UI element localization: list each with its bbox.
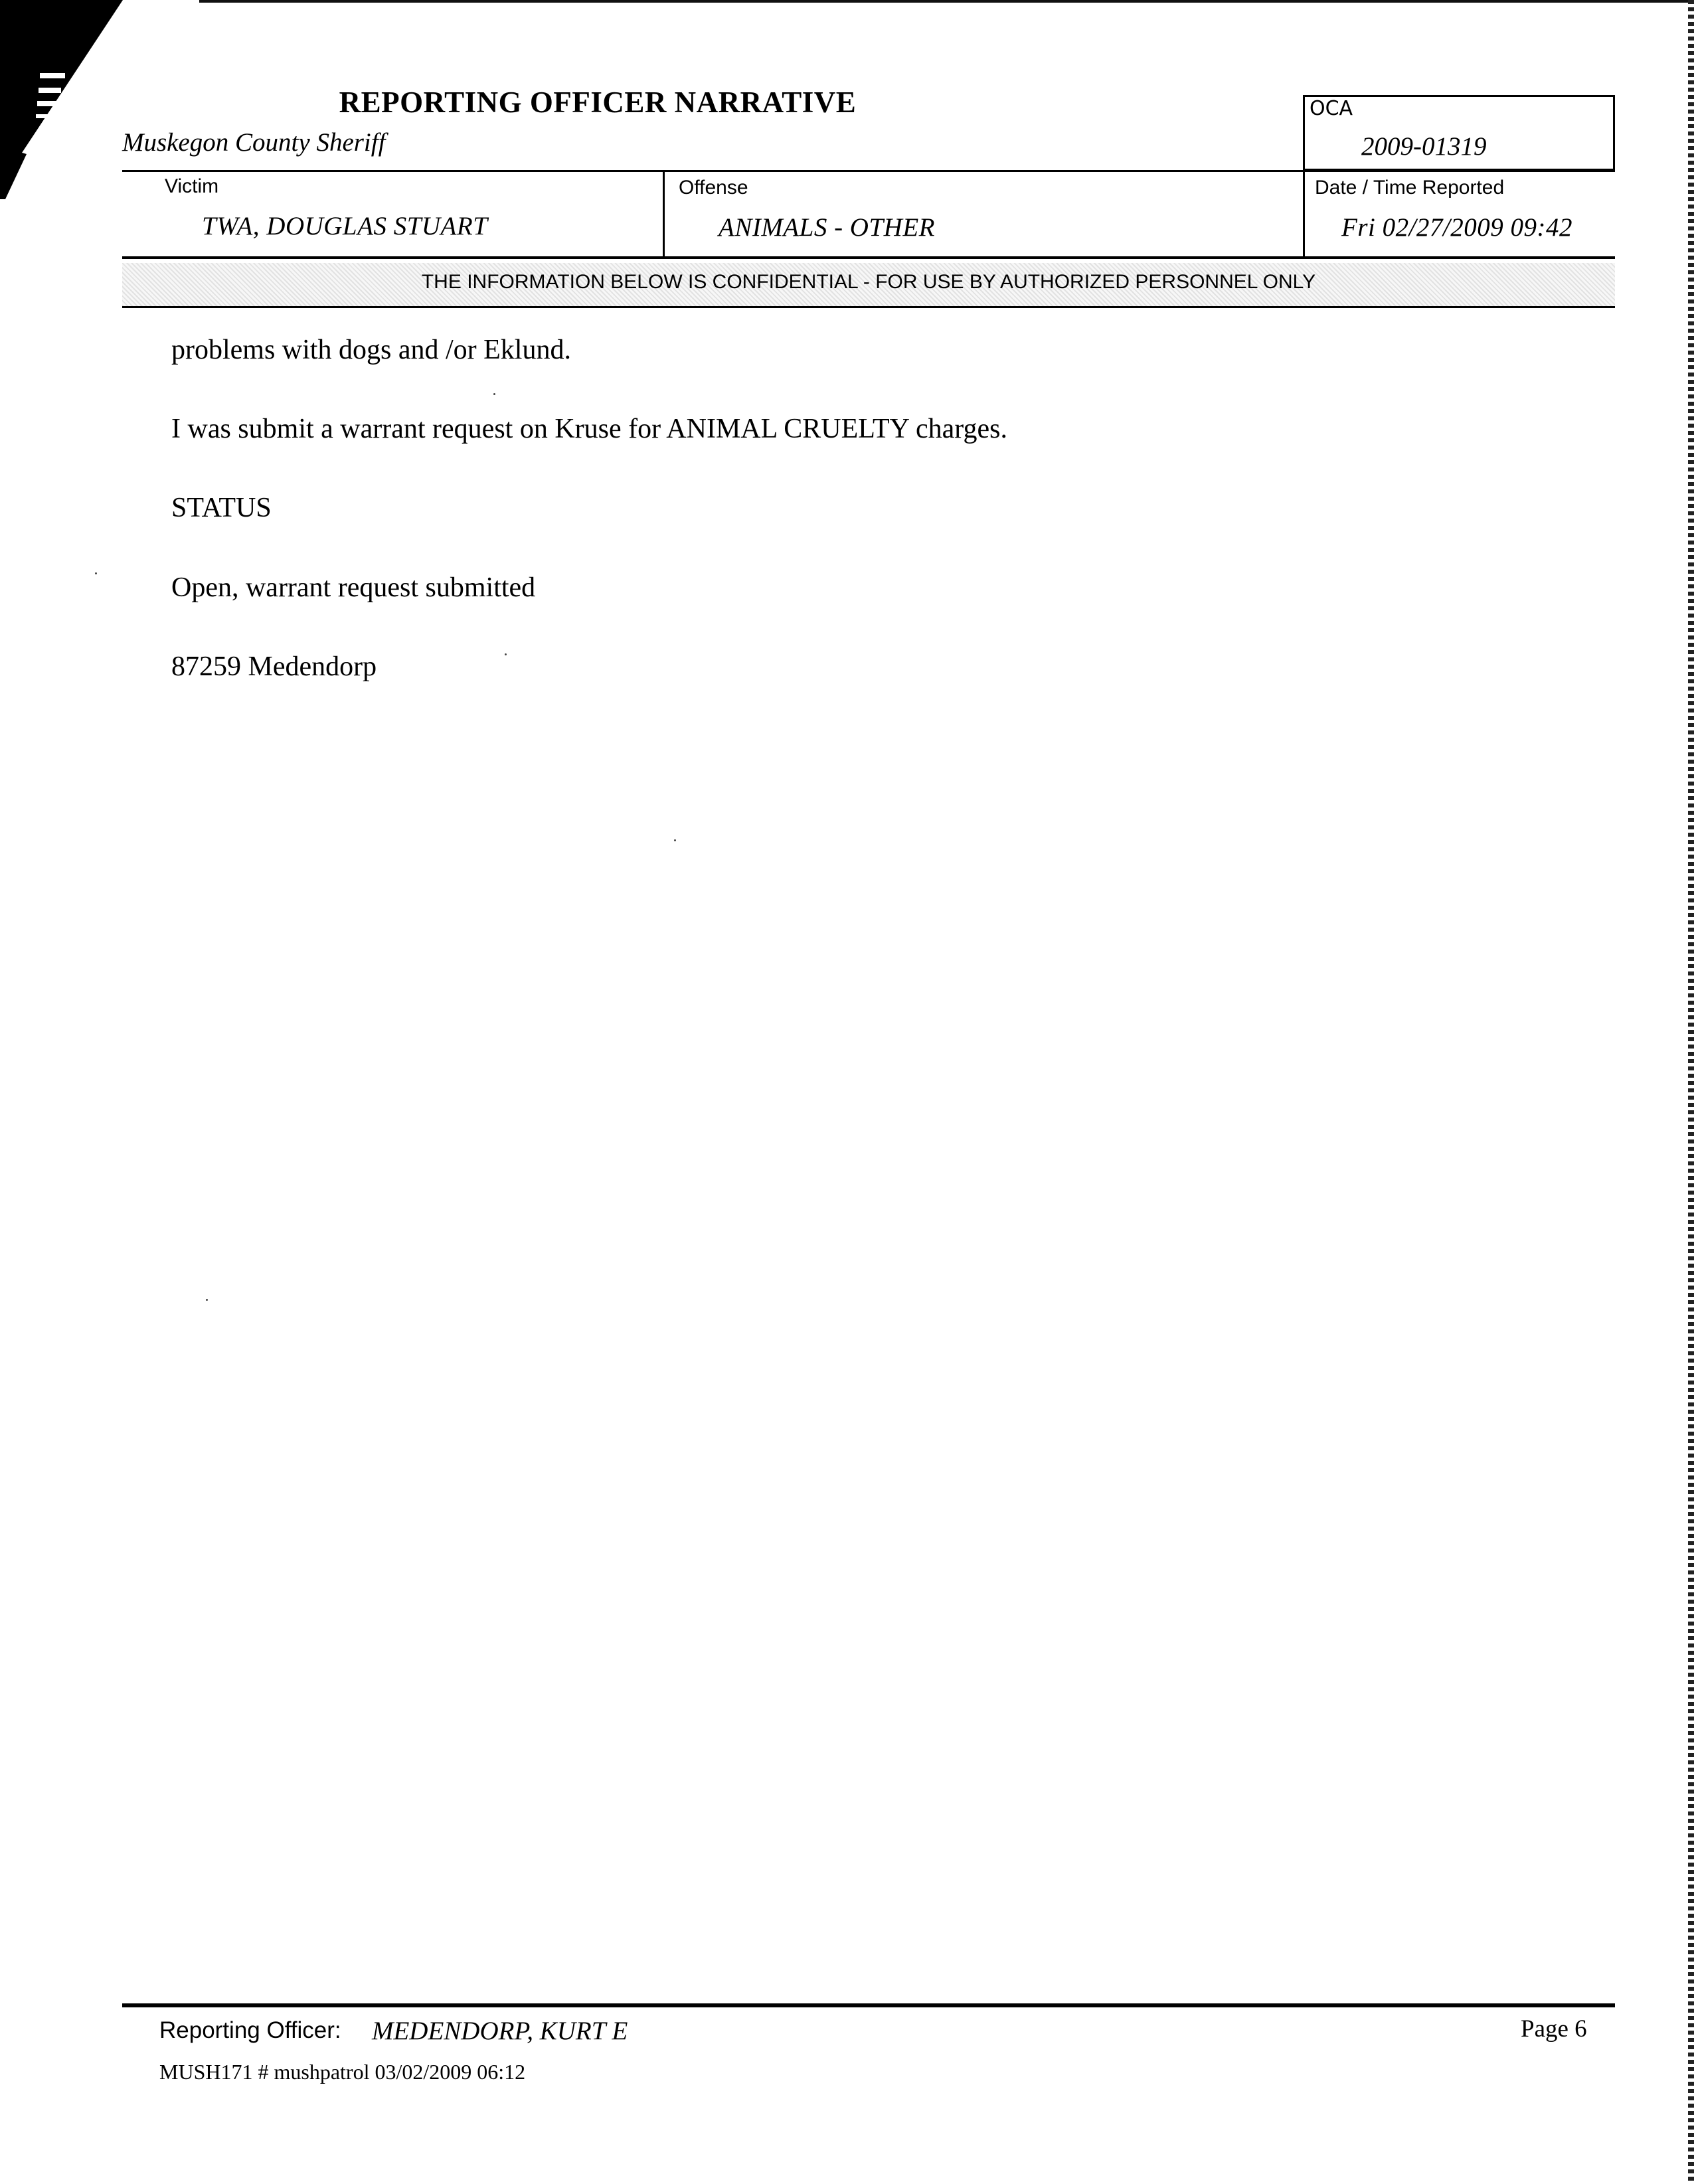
narrative-paragraph: I was submit a warrant request on Kruse for ANIMAL CRUELTY charges.	[171, 414, 1007, 444]
offense-label: Offense	[679, 177, 748, 199]
reported-label: Date / Time Reported	[1315, 177, 1505, 199]
scan-speck	[493, 393, 495, 395]
status-heading: STATUS	[171, 493, 272, 523]
confidential-notice: THE INFORMATION BELOW IS CONFIDENTIAL - FOR USE BY AUTHORIZED PERSONNEL ONLY	[421, 271, 1316, 293]
column-divider	[1303, 170, 1305, 259]
officer-signature-line: 87259 Medendorp	[171, 651, 377, 682]
oca-label: OCA	[1310, 97, 1353, 120]
scan-speck	[95, 572, 97, 574]
offense-value: ANIMALS - OTHER	[719, 213, 935, 242]
scan-speck	[206, 1299, 208, 1301]
page-number: Page 6	[1521, 2015, 1587, 2043]
footer-rule	[122, 2003, 1615, 2007]
agency-name: Muskegon County Sheriff	[122, 128, 386, 157]
victim-label: Victim	[165, 175, 219, 197]
column-divider	[663, 170, 665, 259]
system-stamp: MUSH171 # mushpatrol 03/02/2009 06:12	[159, 2060, 526, 2084]
narrative-paragraph: problems with dogs and /or Eklund.	[171, 335, 571, 365]
status-value: Open, warrant request submitted	[171, 572, 536, 603]
reporting-officer-name: MEDENDORP, KURT E	[372, 2017, 628, 2045]
scan-speck	[505, 653, 507, 655]
scan-top-edge	[199, 0, 1694, 3]
victim-value: TWA, DOUGLAS STUART	[202, 212, 488, 240]
scan-speck	[674, 839, 676, 841]
oca-value: 2009-01319	[1361, 132, 1487, 161]
reporting-officer-label: Reporting Officer:	[159, 2017, 341, 2043]
document-title: REPORTING OFFICER NARRATIVE	[339, 86, 857, 119]
scan-right-edge	[1688, 0, 1694, 2184]
reported-value: Fri 02/27/2009 09:42	[1341, 213, 1572, 242]
